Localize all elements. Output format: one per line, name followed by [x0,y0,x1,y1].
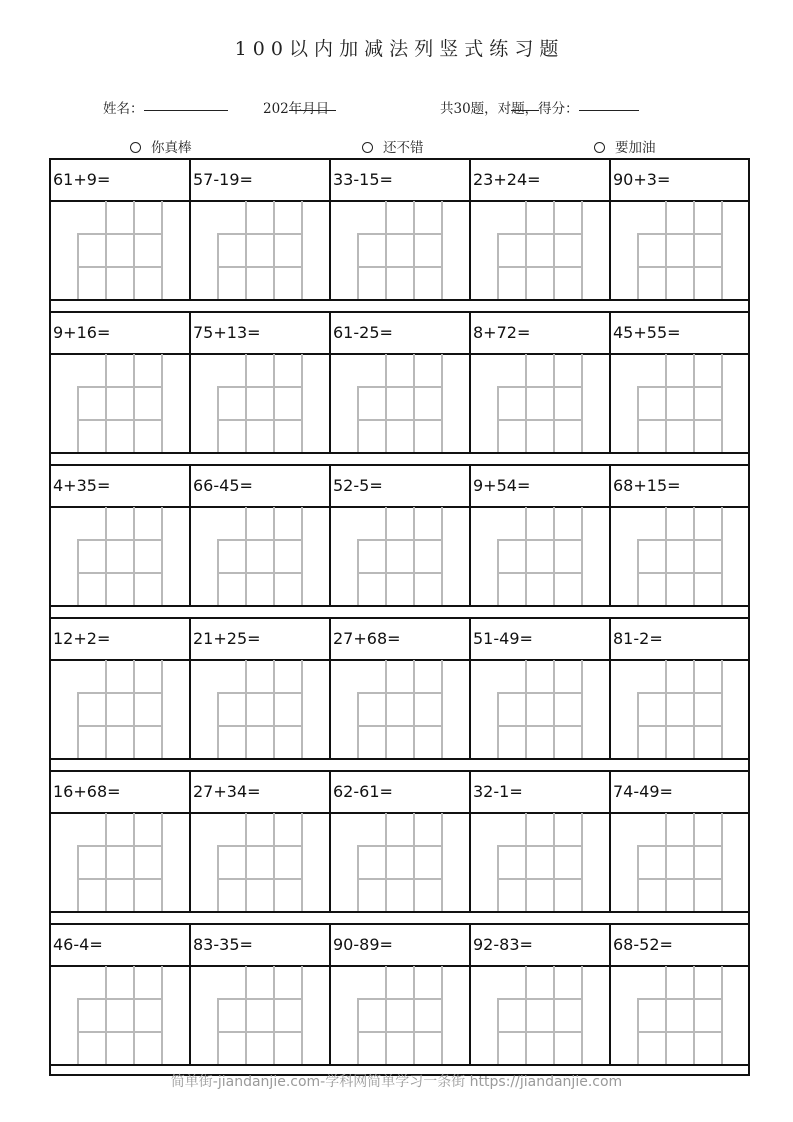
grid-guide-line [497,572,581,574]
answer-workspace[interactable] [329,659,469,758]
answer-workspace[interactable] [329,965,469,1064]
grid-guide-line [525,813,527,911]
grid-guide-line [105,201,107,299]
grid-guide-line [413,354,415,452]
grid-guide-line [301,813,303,911]
footer-watermark: 简单街-jiandanjie.com-学科网简单学习一条街 https://jiandanjie.com [170,1074,623,1090]
answer-workspace[interactable] [49,200,189,299]
grid-guide-line [133,813,135,911]
answer-workspace[interactable] [49,353,189,452]
answer-workspace[interactable] [49,506,189,605]
grid-guide-line [245,966,247,1064]
answer-workspace[interactable] [469,659,609,758]
problem-label: 68+15= [613,476,681,495]
row-top-line [49,770,750,772]
grid-guide-line [357,725,441,727]
grid-guide-line [357,878,441,880]
grid-guide-line [413,966,415,1064]
grid-guide-line [637,845,721,847]
grid-guide-line [637,233,721,235]
grid-guide-line [441,966,443,1064]
grid-guide-line [581,354,583,452]
answer-workspace[interactable] [189,965,329,1064]
grid-guide-line [105,354,107,452]
grid-guide-line [693,660,695,758]
grid-guide-line [301,354,303,452]
grid-guide-line [525,660,527,758]
grid-guide-line [637,878,721,880]
grid-guide-line [637,1031,721,1033]
problem-label: 45+55= [613,323,681,342]
problem-label: 51-49= [473,629,533,648]
grid-guide-line [77,878,161,880]
problem-label: 27+68= [333,629,401,648]
answer-workspace[interactable] [609,812,748,911]
grid-guide-line [721,507,723,605]
grid-guide-line [441,201,443,299]
grid-guide-line [525,201,527,299]
problem-label: 90-89= [333,935,393,954]
grid-guide-line [553,354,555,452]
grid-guide-line [217,233,301,235]
grid-guide-line [413,201,415,299]
grid-guide-line [301,660,303,758]
grid-guide-line [385,354,387,452]
problem-label: 8+72= [473,323,531,342]
grid-guide-line [217,845,301,847]
problem-label: 62-61= [333,782,393,801]
answer-workspace[interactable] [469,353,609,452]
grid-guide-line [133,966,135,1064]
problem-label: 68-52= [613,935,673,954]
grid-guide-line [525,507,527,605]
grid-guide-line [693,966,695,1064]
grid-guide-line [721,201,723,299]
total-correct-label: 共30题，对 [440,101,512,117]
answer-workspace[interactable] [189,506,329,605]
grid-guide-line [665,813,667,911]
problem-label: 61+9= [53,170,111,189]
grid-guide-line [497,419,581,421]
grid-guide-line [105,660,107,758]
problem-label: 33-15= [333,170,393,189]
grid-guide-line [385,507,387,605]
grid-guide-line [105,813,107,911]
problem-label: 9+54= [473,476,531,495]
grid-guide-line [581,201,583,299]
grid-guide-line [217,725,301,727]
grid-guide-line [357,539,441,541]
grid-guide-line [637,572,721,574]
problem-label: 61-25= [333,323,393,342]
grid-guide-line [497,878,581,880]
grid-guide-line [301,966,303,1064]
grid-guide-line [357,845,441,847]
grid-guide-line [581,966,583,1064]
problem-label: 92-83= [473,935,533,954]
row-top-line [49,158,750,160]
grid-guide-line [245,660,247,758]
problem-label: 46-4= [53,935,103,954]
answer-workspace[interactable] [189,659,329,758]
problem-label: 90+3= [613,170,671,189]
grid-guide-line [161,201,163,299]
grid-guide-line [273,354,275,452]
grid-guide-line [721,354,723,452]
answer-workspace[interactable] [469,965,609,1064]
grid-guide-line [357,1031,441,1033]
problem-label: 16+68= [53,782,121,801]
grid-guide-line [497,266,581,268]
grid-guide-line [637,725,721,727]
grid-guide-line [497,386,581,388]
grid-guide-line [553,966,555,1064]
grid-guide-line [357,233,441,235]
row-work-bottom-line [49,1064,750,1066]
grid-guide-line [637,998,721,1000]
problem-label: 32-1= [473,782,523,801]
grid-guide-line [413,813,415,911]
grid-guide-line [693,201,695,299]
answer-workspace[interactable] [609,200,748,299]
grid-guide-line [693,354,695,452]
grid-guide-line [581,813,583,911]
grid-guide-line [665,201,667,299]
grid-guide-line [665,507,667,605]
row-work-bottom-line [49,452,750,454]
grid-guide-line [525,966,527,1064]
grid-guide-line [105,966,107,1064]
grid-guide-line [721,966,723,1064]
answer-workspace[interactable] [189,200,329,299]
answer-workspace[interactable] [609,506,748,605]
grid-guide-line [161,966,163,1064]
grid-guide-line [161,660,163,758]
grid-guide-line [721,660,723,758]
grid-guide-line [77,845,161,847]
year-prefix: 202 [263,101,289,117]
grid-guide-line [245,354,247,452]
grid-guide-line [77,233,161,235]
rating-label: 要加油 [615,140,656,156]
name-label: 姓名： [103,101,144,117]
grid-guide-line [273,201,275,299]
grid-guide-line [161,354,163,452]
grid-guide-line [217,998,301,1000]
grid-guide-line [637,419,721,421]
row-work-bottom-line [49,911,750,913]
grid-guide-line [77,692,161,694]
row-top-line [49,617,750,619]
grid-guide-line [217,386,301,388]
grid-guide-line [133,201,135,299]
problem-label: 27+34= [193,782,261,801]
grid-guide-line [105,507,107,605]
grid-guide-line [245,201,247,299]
problem-label: 83-35= [193,935,253,954]
grid-guide-line [77,572,161,574]
grid-guide-line [245,507,247,605]
answer-workspace[interactable] [329,812,469,911]
grid-guide-line [637,266,721,268]
grid-guide-line [357,998,441,1000]
answer-workspace[interactable] [329,506,469,605]
row-top-line [49,311,750,313]
grid-guide-line [217,572,301,574]
row-top-line [49,923,750,925]
answer-workspace[interactable] [49,812,189,911]
grid-guide-line [497,725,581,727]
problem-label: 57-19= [193,170,253,189]
grid-guide-line [497,233,581,235]
answer-workspace[interactable] [189,812,329,911]
day-label: 日 [315,101,330,117]
grid-guide-line [581,660,583,758]
grid-guide-line [273,813,275,911]
answer-workspace[interactable] [609,659,748,758]
grid-guide-line [721,813,723,911]
problem-label: 12+2= [53,629,111,648]
rating-label: 还不错 [383,140,424,156]
grid-guide-line [133,507,135,605]
answer-workspace[interactable] [49,659,189,758]
answer-workspace[interactable] [189,353,329,452]
problem-label: 9+16= [53,323,111,342]
grid-guide-line [217,266,301,268]
grid-guide-line [665,660,667,758]
grid-guide-line [161,507,163,605]
grid-guide-line [273,660,275,758]
grid-guide-line [357,266,441,268]
grid-guide-line [273,507,275,605]
grid-guide-line [77,1031,161,1033]
grid-guide-line [553,813,555,911]
grid-guide-line [637,386,721,388]
grid-guide-line [441,354,443,452]
grid-guide-line [497,539,581,541]
year-label: 年 [288,101,303,117]
problem-label: 66-45= [193,476,253,495]
grid-guide-line [77,539,161,541]
month-label: 月 [302,101,316,117]
grid-guide-line [133,354,135,452]
grid-guide-line [77,266,161,268]
grid-guide-line [301,507,303,605]
grid-guide-line [581,507,583,605]
grid-guide-line [441,813,443,911]
answer-workspace[interactable] [609,353,748,452]
answer-workspace[interactable] [329,200,469,299]
grid-guide-line [357,419,441,421]
grid-guide-line [217,539,301,541]
rating-label: 你真棒 [151,140,192,156]
grid-guide-line [273,966,275,1064]
grid-guide-line [217,1031,301,1033]
grid-guide-line [553,201,555,299]
grid-guide-line [245,813,247,911]
grid-guide-line [161,813,163,911]
grid-guide-line [665,354,667,452]
grid-guide-line [77,998,161,1000]
grid-guide-line [413,507,415,605]
grid-guide-line [357,692,441,694]
problem-label: 4+35= [53,476,111,495]
border-right [748,158,750,1074]
grid-guide-line [497,1031,581,1033]
grid-guide-line [693,507,695,605]
grid-guide-line [525,354,527,452]
grid-guide-line [385,966,387,1064]
row-top-line [49,464,750,466]
grid-guide-line [413,660,415,758]
grid-guide-line [441,660,443,758]
grid-guide-line [133,660,135,758]
answer-workspace[interactable] [609,965,748,1064]
row-work-bottom-line [49,605,750,607]
grid-guide-line [385,201,387,299]
page-title: 1 0 0 以 内 加 减 法 列 竖 式 练 习 题 [234,38,559,60]
problem-label: 21+25= [193,629,261,648]
grid-guide-line [497,845,581,847]
grid-guide-line [665,966,667,1064]
answer-workspace[interactable] [49,965,189,1064]
answer-workspace[interactable] [329,353,469,452]
grid-guide-line [77,386,161,388]
answer-workspace[interactable] [469,506,609,605]
score-label: 题，得分： [511,101,579,117]
grid-guide-line [357,572,441,574]
problem-label: 81-2= [613,629,663,648]
grid-guide-line [693,813,695,911]
grid-guide-line [357,386,441,388]
grid-guide-line [553,660,555,758]
grid-guide-line [77,725,161,727]
problem-label: 74-49= [613,782,673,801]
answer-workspace[interactable] [469,812,609,911]
grid-guide-line [77,419,161,421]
grid-guide-line [301,201,303,299]
grid-guide-line [217,878,301,880]
grid-guide-line [637,539,721,541]
problem-label: 75+13= [193,323,261,342]
grid-guide-line [497,692,581,694]
row-work-bottom-line [49,299,750,301]
grid-guide-line [385,813,387,911]
grid-guide-line [553,507,555,605]
problem-label: 52-5= [333,476,383,495]
grid-guide-line [441,507,443,605]
answer-workspace[interactable] [469,200,609,299]
grid-guide-line [497,998,581,1000]
grid-guide-line [385,660,387,758]
grid-guide-line [217,419,301,421]
row-work-bottom-line [49,758,750,760]
grid-guide-line [217,692,301,694]
grid-guide-line [637,692,721,694]
problem-label: 23+24= [473,170,541,189]
